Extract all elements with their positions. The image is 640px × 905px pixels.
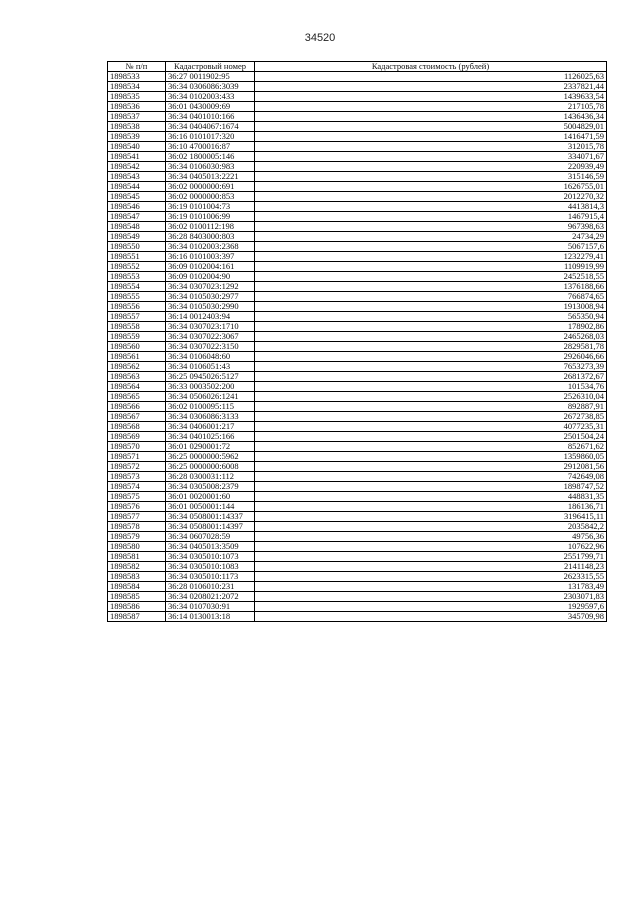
cadastral-number-cell: 36:25 0945026:5127: [166, 372, 255, 382]
cadastral-number-cell: 36:34 0405013:3509: [166, 542, 255, 552]
cadastral-value-cell: 1626755,01: [255, 182, 607, 192]
row-number-cell: 1898550: [108, 242, 166, 252]
row-number-cell: 1898553: [108, 272, 166, 282]
cadastral-number-cell: 36:19 0101006:99: [166, 212, 255, 222]
row-number-cell: 1898546: [108, 202, 166, 212]
row-number-cell: 1898579: [108, 532, 166, 542]
cadastral-value-cell: 345709,98: [255, 612, 607, 622]
cadastral-number-cell: 36:28 0106010:231: [166, 582, 255, 592]
row-number-cell: 1898534: [108, 82, 166, 92]
table-row: [108, 92, 607, 102]
cadastral-value-table: [107, 61, 607, 622]
cadastral-value-cell: 565350,94: [255, 312, 607, 322]
cadastral-value-cell: 2926046,66: [255, 352, 607, 362]
row-number-cell: 1898556: [108, 302, 166, 312]
table-row: [108, 152, 607, 162]
table-row: [108, 262, 607, 272]
cadastral-value-cell: 2141148,23: [255, 562, 607, 572]
cadastral-value-cell: 2501504,24: [255, 432, 607, 442]
row-number-cell: 1898587: [108, 612, 166, 622]
cadastral-value-cell: 2526310,04: [255, 392, 607, 402]
row-number-cell: 1898582: [108, 562, 166, 572]
row-number-cell: 1898569: [108, 432, 166, 442]
row-number-cell: 1898564: [108, 382, 166, 392]
cadastral-number-cell: 36:25 0000000:6008: [166, 462, 255, 472]
cadastral-value-cell: 178902,86: [255, 322, 607, 332]
table-row: [108, 502, 607, 512]
table-row: [108, 612, 607, 622]
table-row: [108, 102, 607, 112]
cadastral-number-cell: 36:01 0290001:72: [166, 442, 255, 452]
cadastral-value-cell: 49756,36: [255, 532, 607, 542]
table-row: [108, 592, 607, 602]
cadastral-value-cell: 967398,63: [255, 222, 607, 232]
table-row: [108, 362, 607, 372]
cadastral-number-cell: 36:34 0106048:60: [166, 352, 255, 362]
table-row: [108, 472, 607, 482]
cadastral-value-cell: 2672738,85: [255, 412, 607, 422]
table-row: [108, 572, 607, 582]
table-row: [108, 532, 607, 542]
table-row: [108, 312, 607, 322]
table-row: [108, 412, 607, 422]
cadastral-number-cell: 36:14 0012403:94: [166, 312, 255, 322]
cadastral-value-cell: 892887,91: [255, 402, 607, 412]
table-row: [108, 302, 607, 312]
row-number-cell: 1898580: [108, 542, 166, 552]
cadastral-value-cell: 742649,08: [255, 472, 607, 482]
table-row: [108, 372, 607, 382]
cadastral-value-cell: 1436436,34: [255, 112, 607, 122]
cadastral-value-cell: 2551799,71: [255, 552, 607, 562]
table-row: [108, 112, 607, 122]
table-row: [108, 132, 607, 142]
row-number-cell: 1898572: [108, 462, 166, 472]
cadastral-number-cell: 36:34 0401025:166: [166, 432, 255, 442]
cadastral-number-cell: 36:34 0508001:14337: [166, 512, 255, 522]
cadastral-value-cell: 7653273,39: [255, 362, 607, 372]
table-body: [108, 72, 607, 622]
row-number-cell: 1898543: [108, 172, 166, 182]
table-row: [108, 582, 607, 592]
table-row: [108, 492, 607, 502]
row-number-cell: 1898551: [108, 252, 166, 262]
table-row: [108, 382, 607, 392]
cadastral-value-cell: 101534,76: [255, 382, 607, 392]
row-number-cell: 1898538: [108, 122, 166, 132]
table-row: [108, 482, 607, 492]
table-row: [108, 462, 607, 472]
cadastral-value-cell: 24734,29: [255, 232, 607, 242]
cadastral-number-cell: 36:01 0430009:69: [166, 102, 255, 112]
cadastral-number-cell: 36:34 0106051:43: [166, 362, 255, 372]
cadastral-value-cell: 1232279,41: [255, 252, 607, 262]
table-row: [108, 282, 607, 292]
table-row: [108, 432, 607, 442]
row-number-cell: 1898566: [108, 402, 166, 412]
cadastral-value-cell: 5067157,6: [255, 242, 607, 252]
cadastral-value-cell: 2337821,44: [255, 82, 607, 92]
cadastral-number-cell: 36:34 0607028:59: [166, 532, 255, 542]
cadastral-number-cell: 36:09 0102004:161: [166, 262, 255, 272]
cadastral-number-cell: 36:34 0208021:2072: [166, 592, 255, 602]
row-number-cell: 1898581: [108, 552, 166, 562]
cadastral-value-cell: 217105,78: [255, 102, 607, 112]
row-number-cell: 1898578: [108, 522, 166, 532]
cadastral-value-cell: 2452518,55: [255, 272, 607, 282]
cadastral-value-cell: 1109919,99: [255, 262, 607, 272]
table-row: [108, 202, 607, 212]
cadastral-value-cell: 2681372,67: [255, 372, 607, 382]
cadastral-number-cell: 36:02 0000000:691: [166, 182, 255, 192]
cadastral-number-cell: 36:01 0050001:144: [166, 502, 255, 512]
cadastral-value-cell: 4077235,31: [255, 422, 607, 432]
table-row: [108, 342, 607, 352]
cadastral-number-cell: 36:34 0307022:3067: [166, 332, 255, 342]
row-number-cell: 1898576: [108, 502, 166, 512]
table-row: [108, 332, 607, 342]
row-number-cell: 1898542: [108, 162, 166, 172]
cadastral-number-cell: 36:16 0101003:397: [166, 252, 255, 262]
cadastral-value-cell: 1359860,05: [255, 452, 607, 462]
table-row: [108, 222, 607, 232]
cadastral-value-cell: 1416471,59: [255, 132, 607, 142]
table-row: [108, 72, 607, 82]
row-number-cell: 1898559: [108, 332, 166, 342]
table-row: [108, 392, 607, 402]
row-number-cell: 1898565: [108, 392, 166, 402]
cadastral-number-cell: 36:28 0300031:112: [166, 472, 255, 482]
cadastral-number-cell: 36:34 0306086:3133: [166, 412, 255, 422]
table-header-row: [108, 62, 607, 72]
cadastral-number-cell: 36:34 0401010:166: [166, 112, 255, 122]
cadastral-number-cell: 36:28 8403000:803: [166, 232, 255, 242]
cadastral-value-cell: 2303071,83: [255, 592, 607, 602]
table-row: [108, 122, 607, 132]
table-row: [108, 192, 607, 202]
cadastral-value-cell: 1898747,52: [255, 482, 607, 492]
cadastral-number-cell: 36:14 0130013:18: [166, 612, 255, 622]
table-row: [108, 172, 607, 182]
header-cadastral-value: Кадастровая стоимость (рублей): [255, 62, 607, 72]
header-row-number: № п/п: [108, 62, 166, 72]
row-number-cell: 1898558: [108, 322, 166, 332]
cadastral-number-cell: 36:02 0100112:198: [166, 222, 255, 232]
cadastral-number-cell: 36:34 0107030:91: [166, 602, 255, 612]
cadastral-number-cell: 36:34 0305010:1083: [166, 562, 255, 572]
cadastral-number-cell: 36:34 0105030:2990: [166, 302, 255, 312]
cadastral-value-cell: 1376188,66: [255, 282, 607, 292]
cadastral-number-cell: 36:02 0000000:853: [166, 192, 255, 202]
row-number-cell: 1898562: [108, 362, 166, 372]
cadastral-number-cell: 36:34 0406001:217: [166, 422, 255, 432]
table-row: [108, 162, 607, 172]
row-number-cell: 1898541: [108, 152, 166, 162]
table-row: [108, 252, 607, 262]
cadastral-number-cell: 36:34 0305008:2379: [166, 482, 255, 492]
table-row: [108, 422, 607, 432]
row-number-cell: 1898533: [108, 72, 166, 82]
table-row: [108, 402, 607, 412]
cadastral-number-cell: 36:02 0100095:115: [166, 402, 255, 412]
table-row: [108, 182, 607, 192]
table-row: [108, 352, 607, 362]
cadastral-number-cell: 36:34 0404067:1674: [166, 122, 255, 132]
cadastral-number-cell: 36:34 0307023:1710: [166, 322, 255, 332]
row-number-cell: 1898573: [108, 472, 166, 482]
cadastral-value-cell: 1467915,4: [255, 212, 607, 222]
row-number-cell: 1898536: [108, 102, 166, 112]
cadastral-number-cell: 36:34 0105030:2977: [166, 292, 255, 302]
cadastral-value-cell: 4413814,3: [255, 202, 607, 212]
cadastral-number-cell: 36:19 0101004:73: [166, 202, 255, 212]
cadastral-value-cell: 3196415,11: [255, 512, 607, 522]
table-row: [108, 272, 607, 282]
cadastral-number-cell: 36:02 1800005:146: [166, 152, 255, 162]
cadastral-value-cell: 2035842,2: [255, 522, 607, 532]
cadastral-number-cell: 36:09 0102004:90: [166, 272, 255, 282]
cadastral-number-cell: 36:34 0102003:433: [166, 92, 255, 102]
table-row: [108, 292, 607, 302]
cadastral-value-cell: 1929597,6: [255, 602, 607, 612]
cadastral-number-cell: 36:34 0106030:983: [166, 162, 255, 172]
row-number-cell: 1898561: [108, 352, 166, 362]
cadastral-number-cell: 36:25 0000000:5962: [166, 452, 255, 462]
table-row: [108, 552, 607, 562]
cadastral-value-cell: 315146,59: [255, 172, 607, 182]
row-number-cell: 1898535: [108, 92, 166, 102]
cadastral-value-cell: 2012270,32: [255, 192, 607, 202]
cadastral-number-cell: 36:34 0305010:1073: [166, 552, 255, 562]
row-number-cell: 1898570: [108, 442, 166, 452]
cadastral-value-cell: 1126025,63: [255, 72, 607, 82]
cadastral-number-cell: 36:34 0405013:2221: [166, 172, 255, 182]
cadastral-value-cell: 448831,35: [255, 492, 607, 502]
row-number-cell: 1898544: [108, 182, 166, 192]
page-number: 34520: [304, 32, 336, 44]
cadastral-value-cell: 5004829,01: [255, 122, 607, 132]
cadastral-number-cell: 36:01 0020001:60: [166, 492, 255, 502]
row-number-cell: 1898549: [108, 232, 166, 242]
cadastral-value-cell: 766874,65: [255, 292, 607, 302]
table-row: [108, 562, 607, 572]
cadastral-value-cell: 334071,67: [255, 152, 607, 162]
cadastral-value-cell: 2912081,56: [255, 462, 607, 472]
cadastral-number-cell: 36:34 0506026:1241: [166, 392, 255, 402]
row-number-cell: 1898575: [108, 492, 166, 502]
table-row: [108, 542, 607, 552]
cadastral-value-cell: 131783,49: [255, 582, 607, 592]
row-number-cell: 1898585: [108, 592, 166, 602]
table-row: [108, 82, 607, 92]
row-number-cell: 1898583: [108, 572, 166, 582]
row-number-cell: 1898552: [108, 262, 166, 272]
cadastral-number-cell: 36:34 0305010:1173: [166, 572, 255, 582]
row-number-cell: 1898584: [108, 582, 166, 592]
cadastral-value-cell: 852671,62: [255, 442, 607, 452]
cadastral-value-cell: 220939,49: [255, 162, 607, 172]
row-number-cell: 1898540: [108, 142, 166, 152]
row-number-cell: 1898557: [108, 312, 166, 322]
cadastral-value-cell: 1439633,54: [255, 92, 607, 102]
row-number-cell: 1898560: [108, 342, 166, 352]
table-row: [108, 142, 607, 152]
cadastral-number-cell: 36:16 0101017:320: [166, 132, 255, 142]
table-row: [108, 512, 607, 522]
cadastral-number-cell: 36:33 0003502:200: [166, 382, 255, 392]
table-row: [108, 452, 607, 462]
row-number-cell: 1898563: [108, 372, 166, 382]
table-row: [108, 322, 607, 332]
table-row: [108, 602, 607, 612]
cadastral-number-cell: 36:34 0102003:2368: [166, 242, 255, 252]
cadastral-number-cell: 36:34 0306086:3039: [166, 82, 255, 92]
cadastral-number-cell: 36:34 0307022:3150: [166, 342, 255, 352]
row-number-cell: 1898545: [108, 192, 166, 202]
cadastral-value-cell: 2465268,03: [255, 332, 607, 342]
row-number-cell: 1898539: [108, 132, 166, 142]
cadastral-value-cell: 2623315,55: [255, 572, 607, 582]
row-number-cell: 1898567: [108, 412, 166, 422]
row-number-cell: 1898568: [108, 422, 166, 432]
row-number-cell: 1898577: [108, 512, 166, 522]
row-number-cell: 1898571: [108, 452, 166, 462]
cadastral-number-cell: 36:27 0011902:95: [166, 72, 255, 82]
row-number-cell: 1898586: [108, 602, 166, 612]
cadastral-value-cell: 2829581,78: [255, 342, 607, 352]
cadastral-number-cell: 36:34 0508001:14397: [166, 522, 255, 532]
table-row: [108, 242, 607, 252]
row-number-cell: 1898555: [108, 292, 166, 302]
table-row: [108, 212, 607, 222]
row-number-cell: 1898548: [108, 222, 166, 232]
row-number-cell: 1898537: [108, 112, 166, 122]
cadastral-value-cell: 312015,78: [255, 142, 607, 152]
table-row: [108, 522, 607, 532]
row-number-cell: 1898574: [108, 482, 166, 492]
table-row: [108, 442, 607, 452]
cadastral-number-cell: 36:10 4700016:87: [166, 142, 255, 152]
row-number-cell: 1898554: [108, 282, 166, 292]
cadastral-value-cell: 1913008,94: [255, 302, 607, 312]
row-number-cell: 1898547: [108, 212, 166, 222]
header-cadastral-number: Кадастровый номер: [166, 62, 255, 72]
cadastral-value-cell: 186136,71: [255, 502, 607, 512]
cadastral-value-cell: 107622,96: [255, 542, 607, 552]
cadastral-number-cell: 36:34 0307023:1292: [166, 282, 255, 292]
table-row: [108, 232, 607, 242]
